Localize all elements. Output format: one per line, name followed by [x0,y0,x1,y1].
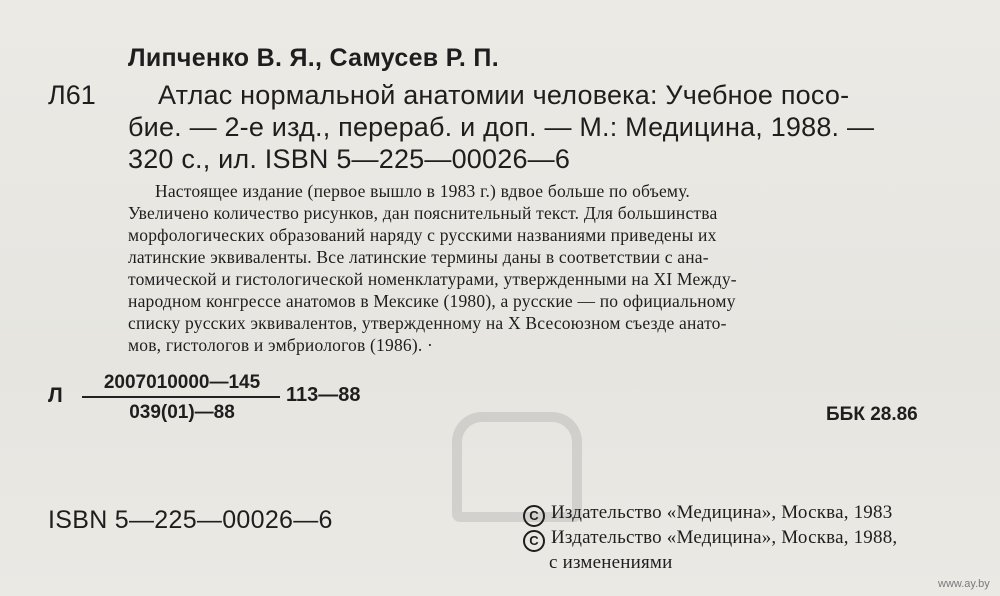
catalog-code: Л61 [48,80,96,110]
annotation-line: мов, гистологов и эмбриологов (1986). · [128,335,434,355]
annotation-line: Настоящее издание (первое вышло в 1983 г.) вдвое больше по объему. [155,181,690,201]
copyright-line [523,527,897,552]
fraction-line [82,396,280,398]
title-line: бие. — 2-е изд., перераб. и доп. — М.: Медицина, 1988. — [128,112,875,142]
title-line: Атлас нормальной анатомии человека: Учебное посо- [158,80,850,110]
copyright-icon: C [523,530,545,552]
annotation-line: морфологических образований наряду с русскими названиями приведены их [128,225,717,245]
copyright-note: с изменениями [549,552,673,573]
annotation-line: списку русских эквивалентов, утвержденному на X Всесоюзном съезде анато- [128,313,727,333]
annotation-line: томической и гистологической номенклатурами, утвержденными на XI Между- [128,269,737,289]
isbn: ISBN 5—225—00026—6 [48,506,333,534]
copyright-icon: C [523,505,545,527]
copyright-line [523,502,892,527]
bbk-code: ББК 28.86 [826,404,918,425]
copyright-text: Издательство «Медицина», Москва, 1988, [551,527,898,548]
annotation-line: народном конгрессе анатомов в Мексике (1980), а русские — по официальному [128,291,736,311]
annotation-line: латинские эквиваленты. Все латинские термины даны в соответствии с ана- [128,247,709,267]
title-line: 320 с., ил. ISBN 5—225—00026—6 [128,144,571,174]
authors: Липченко В. Я., Самусев Р. П. [128,44,499,72]
catalog-side-number: 113—88 [286,384,361,406]
catalog-letter: Л [48,384,63,407]
annotation-line: Увеличено количество рисунков, дан пояснительный текст. Для большинства [128,203,718,223]
watermark: www.ay.by [938,578,990,590]
catalog-denominator: 039(01)—88 [129,402,235,423]
copyright-text: Издательство «Медицина», Москва, 1983 [551,502,893,523]
catalog-numerator: 2007010000—145 [103,372,261,393]
